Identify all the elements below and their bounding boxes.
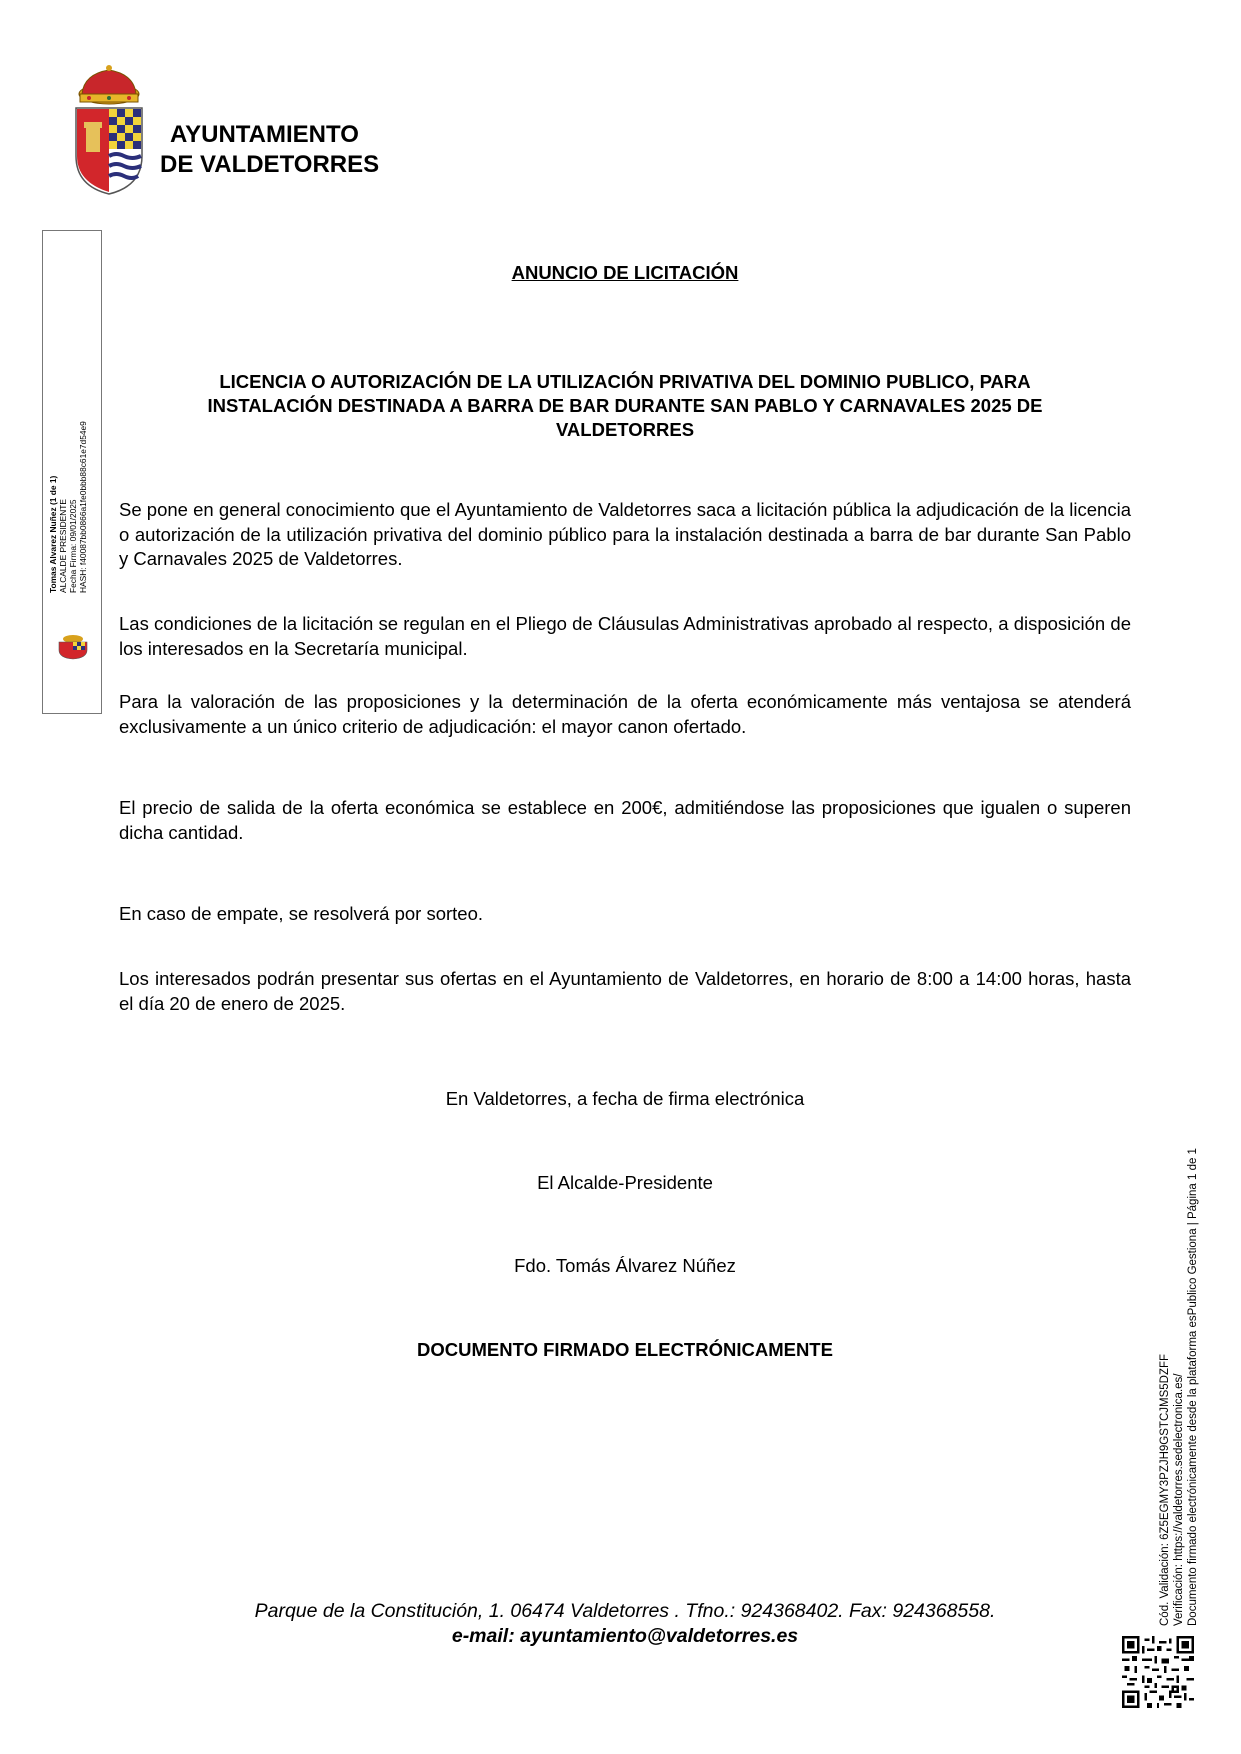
validation-code: Cód. Validación: 6Z5EGMY3PZJH9GSTCJMS5DZFF: [1159, 1353, 1171, 1626]
signer-full-name: Fdo. Tomás Álvarez Núñez: [514, 1255, 736, 1276]
signed-notice: DOCUMENTO FIRMADO ELECTRÓNICAMENTE: [417, 1339, 833, 1360]
document-title: ANUNCIO DE LICITACIÓN: [511, 262, 739, 283]
organization-name: [160, 120, 379, 180]
signature-crest-icon: [53, 634, 93, 660]
signature-box: [42, 230, 102, 714]
signer-role: ALCALDE PRESIDENTE: [58, 498, 68, 593]
validation-platform: Documento firmado electrónicamente desde la plataforma esPublico Gestiona | Página 1 de 1: [1187, 1148, 1199, 1626]
footer-address: Parque de la Constitución, 1. 06474 Valdetorres . Tfno.: 924368402. Fax: 924368558.: [254, 1600, 996, 1622]
subject-line1: LICENCIA O AUTORIZACIÓN DE LA UTILIZACIÓN PRIVATIVA DEL DOMINIO PUBLICO, PARA: [219, 371, 1031, 392]
qr-code-icon: [1122, 1636, 1194, 1708]
subject-line2: INSTALACIÓN DESTINADA A BARRA DE BAR DURANTE SAN PABLO Y CARNAVALES 2025 DE: [207, 395, 1043, 416]
paragraph-deadline: Los interesados podrán presentar sus ofertas en el Ayuntamiento de Valdetorres, en horario de 8:00 a 14:00 horas, hasta el día 20 de enero de 2025.: [119, 968, 1131, 1014]
org-name-line2: DE VALDETORRES: [160, 151, 380, 178]
municipal-crest-logo: [74, 64, 144, 196]
paragraph-criteria: Para la valoración de las proposiciones y la determinación de la oferta económicamente más ventajosa se atenderá exclusivamente a un único criterio de adjudicación: el mayor canon ofertado.: [119, 691, 1131, 737]
paragraph-tie: En caso de empate, se resolverá por sorteo.: [119, 903, 484, 924]
subject-line3: VALDETORRES: [555, 419, 695, 440]
signer-title: El Alcalde-Presidente: [537, 1172, 713, 1193]
org-name-line1: AYUNTAMIENTO: [170, 121, 359, 148]
place-date: En Valdetorres, a fecha de firma electrónica: [445, 1088, 805, 1109]
signature-date: Fecha Firma: 09/01/2025: [68, 499, 78, 593]
signature-text: [48, 367, 100, 593]
paragraph-price: El precio de salida de la oferta económica se establece en 200€, admitiéndose las proposiciones que igualen o superen dicha cantidad.: [119, 797, 1131, 843]
paragraph-conditions: Las condiciones de la licitación se regulan en el Pliego de Cláusulas Administrativas aprobado al respecto, a disposición de los interesados en la Secretaría municipal.: [119, 613, 1131, 659]
paragraph-announcement: Se pone en general conocimiento que el Ayuntamiento de Valdetorres saca a licitación pública la adjudicación de la licencia o autorización de la utilización privativa del dominio público para la instalación destinada a barra de bar durante San Pablo y Carnavales 2025 de Valdetorres.: [119, 499, 1131, 569]
validation-sidebar: [1158, 1096, 1200, 1626]
footer-email: e-mail: ayuntamiento@valdetorres.es: [451, 1625, 799, 1647]
signer-name: Tomas Alvarez Nuñez (1 de 1): [48, 475, 58, 593]
validation-url: Verificación: https://valdetorres.sedelectronica.es/: [1173, 1373, 1185, 1626]
document-subject: [120, 370, 1130, 442]
signature-hash: HASH: f40087bb0866a1fe0bbb88c61e7d54e9: [78, 421, 88, 593]
